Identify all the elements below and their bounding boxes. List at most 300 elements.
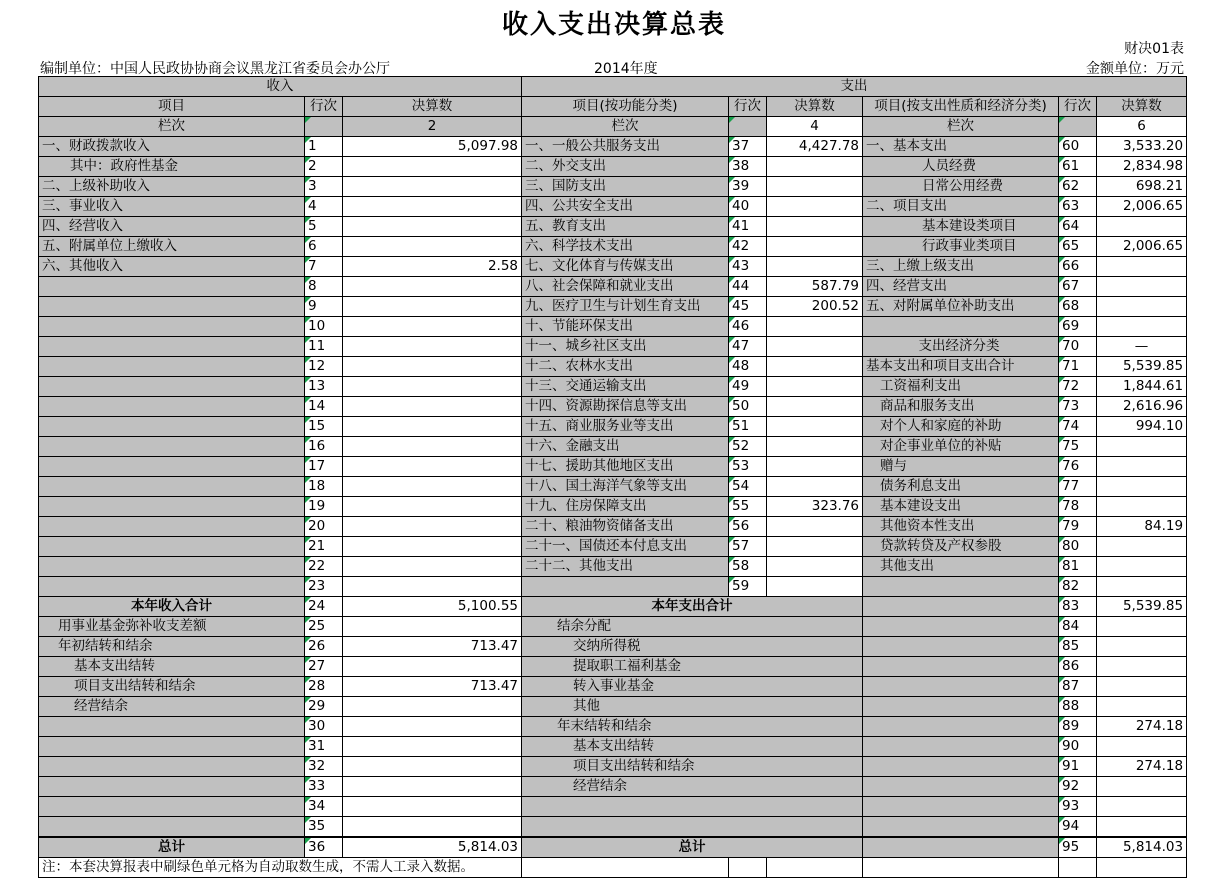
reporting-unit: 编制单位：中国人民政协协商会议黑龙江省委员会办公厅 [40, 61, 390, 77]
income-amount [343, 477, 522, 497]
func-expense-amount [767, 177, 863, 197]
income-item: 基本支出结转 [39, 657, 305, 677]
income-amount [343, 357, 522, 377]
func-expense-item: 十、节能环保支出 [522, 317, 729, 337]
func-expense-amount [767, 157, 863, 177]
table-row [39, 777, 1187, 797]
line-number: 31 [305, 737, 343, 757]
line-number: 6 [305, 237, 343, 257]
report-year: 2014年度 [594, 61, 658, 77]
expense-total-amount: 5,814.03 [1097, 837, 1187, 858]
func-expense-item: 七、文化体育与传媒支出 [522, 257, 729, 277]
expense-item: 项目支出结转和结余 [522, 757, 863, 777]
col-header-func-item: 项目(按功能分类) [522, 97, 729, 117]
line-number: 62 [1059, 177, 1097, 197]
expense-amount [1097, 677, 1187, 697]
income-amount [343, 217, 522, 237]
econ-expense-item: 其他资本性支出 [863, 517, 1059, 537]
func-expense-amount [767, 457, 863, 477]
econ-expense-item [863, 317, 1059, 337]
expense-amount: 274.18 [1097, 717, 1187, 737]
income-item [39, 817, 305, 838]
func-expense-amount [767, 417, 863, 437]
econ-expense-item: 工资福利支出 [863, 377, 1059, 397]
func-expense-item: 十九、住房保障支出 [522, 497, 729, 517]
line-number: 27 [305, 657, 343, 677]
func-expense-amount [767, 217, 863, 237]
line-number: 38 [729, 157, 767, 177]
econ-expense-item: 债务利息支出 [863, 477, 1059, 497]
econ-expense-amount: 2,006.65 [1097, 197, 1187, 217]
econ-expense-item: 基本支出和项目支出合计 [863, 357, 1059, 377]
line-number: 28 [305, 677, 343, 697]
income-amount [343, 717, 522, 737]
col-index-cell [729, 117, 767, 137]
income-item: 五、附属单位上缴收入 [39, 237, 305, 257]
income-item: 年初结转和结余 [39, 637, 305, 657]
currency-unit: 金额单位：万元 [1086, 61, 1184, 77]
table-row [39, 517, 1187, 537]
econ-expense-amount [1097, 257, 1187, 277]
income-amount [343, 517, 522, 537]
expense-amount [1097, 737, 1187, 757]
report-id: 财决01表 [1124, 41, 1184, 57]
col-index-label: 栏次 [39, 117, 305, 137]
func-expense-item: 三、国防支出 [522, 177, 729, 197]
expense-item: 基本支出结转 [522, 737, 863, 757]
income-amount [343, 197, 522, 217]
table-row [39, 297, 1187, 317]
expense-amount [1097, 637, 1187, 657]
line-number: 81 [1059, 557, 1097, 577]
expense-spacer [863, 677, 1059, 697]
income-total-amount: 5,814.03 [343, 837, 522, 858]
income-item [39, 397, 305, 417]
col-header-amount: 决算数 [343, 97, 522, 117]
func-expense-amount: 587.79 [767, 277, 863, 297]
note-blank-cell [729, 858, 767, 878]
note-blank-cell [522, 858, 729, 878]
col-header-line: 行次 [305, 97, 343, 117]
income-item: 其中：政府性基金 [39, 157, 305, 177]
line-number: 22 [305, 557, 343, 577]
income-item [39, 717, 305, 737]
income-amount [343, 577, 522, 597]
expense-header: 支出 [522, 77, 1187, 97]
income-amount [343, 277, 522, 297]
expense-item: 经营结余 [522, 777, 863, 797]
func-expense-item: 二十、粮油物资储备支出 [522, 517, 729, 537]
income-item [39, 577, 305, 597]
table-row [39, 397, 1187, 417]
income-amount [343, 817, 522, 838]
line-number: 68 [1059, 297, 1097, 317]
table-row [39, 437, 1187, 457]
line-number: 94 [1059, 817, 1097, 838]
func-expense-item: 二十二、其他支出 [522, 557, 729, 577]
line-number: 57 [729, 537, 767, 557]
econ-expense-amount [1097, 297, 1187, 317]
line-number: 35 [305, 817, 343, 838]
func-expense-item: 十七、援助其他地区支出 [522, 457, 729, 477]
expense-spacer [863, 837, 1059, 858]
income-item [39, 317, 305, 337]
income-amount [343, 497, 522, 517]
line-number: 69 [1059, 317, 1097, 337]
income-item [39, 557, 305, 577]
income-amount [343, 457, 522, 477]
line-number: 80 [1059, 537, 1097, 557]
line-number: 95 [1059, 837, 1097, 858]
income-amount [343, 417, 522, 437]
income-item [39, 437, 305, 457]
econ-expense-amount [1097, 497, 1187, 517]
table-row [39, 757, 1187, 777]
table-row [39, 617, 1187, 637]
line-number: 93 [1059, 797, 1097, 817]
line-number: 75 [1059, 437, 1097, 457]
func-expense-item: 八、社会保障和就业支出 [522, 277, 729, 297]
line-number: 87 [1059, 677, 1097, 697]
func-expense-item: 六、科学技术支出 [522, 237, 729, 257]
econ-expense-amount: 698.21 [1097, 177, 1187, 197]
line-number: 46 [729, 317, 767, 337]
func-expense-amount [767, 337, 863, 357]
income-item: 项目支出结转和结余 [39, 677, 305, 697]
expense-item [522, 817, 863, 838]
line-number: 49 [729, 377, 767, 397]
expense-spacer [863, 617, 1059, 637]
col-header-item: 项目 [39, 97, 305, 117]
line-number: 77 [1059, 477, 1097, 497]
income-amount [343, 797, 522, 817]
econ-expense-amount: 1,844.61 [1097, 377, 1187, 397]
line-number: 14 [305, 397, 343, 417]
func-expense-item: 二、外交支出 [522, 157, 729, 177]
note-row [39, 858, 1187, 878]
func-expense-amount [767, 397, 863, 417]
line-number: 23 [305, 577, 343, 597]
expense-spacer [863, 697, 1059, 717]
func-expense-amount: 323.76 [767, 497, 863, 517]
table-row [39, 277, 1187, 297]
income-item: 四、经营收入 [39, 217, 305, 237]
income-item [39, 797, 305, 817]
econ-expense-item: 其他支出 [863, 557, 1059, 577]
table-row [39, 557, 1187, 577]
econ-expense-amount [1097, 537, 1187, 557]
line-number: 18 [305, 477, 343, 497]
table-row [39, 577, 1187, 597]
note-blank-cell [767, 858, 863, 878]
line-number: 44 [729, 277, 767, 297]
note-blank-cell [1059, 858, 1097, 878]
econ-expense-item: 对企事业单位的补贴 [863, 437, 1059, 457]
income-item [39, 497, 305, 517]
line-number: 11 [305, 337, 343, 357]
econ-expense-amount: 2,616.96 [1097, 397, 1187, 417]
econ-expense-amount: 84.19 [1097, 517, 1187, 537]
table-row [39, 417, 1187, 437]
income-item [39, 337, 305, 357]
line-number: 86 [1059, 657, 1097, 677]
expense-amount [1097, 697, 1187, 717]
line-number: 39 [729, 177, 767, 197]
line-number: 54 [729, 477, 767, 497]
income-item: 三、事业收入 [39, 197, 305, 217]
line-number: 83 [1059, 597, 1097, 617]
line-number: 29 [305, 697, 343, 717]
col-index-cell [1059, 117, 1097, 137]
func-expense-item: 十三、交通运输支出 [522, 377, 729, 397]
table-row [39, 537, 1187, 557]
col-header-amount: 决算数 [1097, 97, 1187, 117]
line-number: 40 [729, 197, 767, 217]
func-expense-item: 二十一、国债还本付息支出 [522, 537, 729, 557]
line-number: 37 [729, 137, 767, 157]
expense-total-amount: 5,539.85 [1097, 597, 1187, 617]
expense-total-label: 总计 [522, 837, 863, 858]
expense-item: 其他 [522, 697, 863, 717]
income-amount [343, 737, 522, 757]
func-expense-amount: 4,427.78 [767, 137, 863, 157]
income-item [39, 757, 305, 777]
table-row [39, 457, 1187, 477]
table-row [39, 817, 1187, 838]
expense-item: 年末结转和结余 [522, 717, 863, 737]
func-expense-amount [767, 577, 863, 597]
col-header-amount: 决算数 [767, 97, 863, 117]
line-number: 25 [305, 617, 343, 637]
income-amount [343, 317, 522, 337]
line-number: 4 [305, 197, 343, 217]
table-row [39, 197, 1187, 217]
income-amount: 2.58 [343, 257, 522, 277]
line-number: 32 [305, 757, 343, 777]
line-number: 82 [1059, 577, 1097, 597]
line-number: 67 [1059, 277, 1097, 297]
func-expense-item: 一、一般公共服务支出 [522, 137, 729, 157]
col-index-4: 4 [767, 117, 863, 137]
table-row [39, 797, 1187, 817]
income-amount [343, 757, 522, 777]
line-number: 7 [305, 257, 343, 277]
func-expense-amount [767, 357, 863, 377]
table-note: 注：本套决算报表中刷绿色单元格为自动取数生成，不需人工录入数据。 [39, 858, 522, 878]
summary-table [38, 76, 1187, 878]
line-number: 92 [1059, 777, 1097, 797]
table-row [39, 737, 1187, 757]
expense-amount: 274.18 [1097, 757, 1187, 777]
line-number: 3 [305, 177, 343, 197]
income-amount [343, 237, 522, 257]
func-expense-item: 五、教育支出 [522, 217, 729, 237]
econ-expense-amount: 5,539.85 [1097, 357, 1187, 377]
func-expense-amount [767, 517, 863, 537]
table-row [39, 837, 1187, 858]
func-expense-item: 四、公共安全支出 [522, 197, 729, 217]
line-number: 84 [1059, 617, 1097, 637]
line-number: 43 [729, 257, 767, 277]
income-total-label: 本年收入合计 [39, 597, 305, 617]
col-index-6: 6 [1097, 117, 1187, 137]
income-item [39, 477, 305, 497]
line-number: 10 [305, 317, 343, 337]
func-expense-amount [767, 437, 863, 457]
table-row [39, 597, 1187, 617]
expense-item: 交纳所得税 [522, 637, 863, 657]
econ-expense-item: 支出经济分类 [863, 337, 1059, 357]
table-row [39, 697, 1187, 717]
line-number: 61 [1059, 157, 1097, 177]
income-item: 经营结余 [39, 697, 305, 717]
income-amount [343, 537, 522, 557]
econ-expense-amount [1097, 277, 1187, 297]
econ-expense-amount [1097, 557, 1187, 577]
func-expense-amount [767, 477, 863, 497]
income-amount [343, 157, 522, 177]
expense-item [522, 797, 863, 817]
econ-expense-item: 基本建设支出 [863, 497, 1059, 517]
func-expense-item: 九、医疗卫生与计划生育支出 [522, 297, 729, 317]
income-amount: 5,097.98 [343, 137, 522, 157]
table-row [39, 237, 1187, 257]
func-expense-item: 十二、农林水支出 [522, 357, 729, 377]
econ-expense-amount [1097, 437, 1187, 457]
expense-spacer [863, 737, 1059, 757]
col-header-econ-item: 项目(按支出性质和经济分类) [863, 97, 1059, 117]
func-expense-item: 十四、资源勘探信息等支出 [522, 397, 729, 417]
income-item: 一、财政拨款收入 [39, 137, 305, 157]
line-number: 56 [729, 517, 767, 537]
income-item [39, 297, 305, 317]
income-item [39, 517, 305, 537]
econ-expense-amount [1097, 577, 1187, 597]
line-number: 19 [305, 497, 343, 517]
income-item: 二、上级补助收入 [39, 177, 305, 197]
econ-expense-item: 对个人和家庭的补助 [863, 417, 1059, 437]
table-row [39, 677, 1187, 697]
income-amount [343, 617, 522, 637]
line-number: 5 [305, 217, 343, 237]
line-number: 15 [305, 417, 343, 437]
income-amount [343, 697, 522, 717]
econ-expense-item: 四、经营支出 [863, 277, 1059, 297]
econ-expense-amount: 3,533.20 [1097, 137, 1187, 157]
line-number: 73 [1059, 397, 1097, 417]
econ-expense-item [863, 577, 1059, 597]
income-amount: 713.47 [343, 637, 522, 657]
func-expense-amount [767, 317, 863, 337]
expense-spacer [863, 657, 1059, 677]
econ-expense-item: 赠与 [863, 457, 1059, 477]
expense-amount [1097, 657, 1187, 677]
expense-spacer [863, 777, 1059, 797]
expense-item: 转入事业基金 [522, 677, 863, 697]
expense-amount [1097, 817, 1187, 838]
line-number: 55 [729, 497, 767, 517]
func-expense-amount [767, 197, 863, 217]
line-number: 42 [729, 237, 767, 257]
income-amount [343, 557, 522, 577]
table-row [39, 637, 1187, 657]
line-number: 88 [1059, 697, 1097, 717]
income-item [39, 277, 305, 297]
income-item [39, 357, 305, 377]
line-number: 45 [729, 297, 767, 317]
col-index-label: 栏次 [522, 117, 729, 137]
line-number: 65 [1059, 237, 1097, 257]
income-item [39, 537, 305, 557]
econ-expense-item: 基本建设类项目 [863, 217, 1059, 237]
econ-expense-amount: 994.10 [1097, 417, 1187, 437]
econ-expense-amount [1097, 217, 1187, 237]
expense-total-label: 本年支出合计 [522, 597, 863, 617]
table-row [39, 477, 1187, 497]
expense-item: 结余分配 [522, 617, 863, 637]
table-row [39, 337, 1187, 357]
line-number: 63 [1059, 197, 1097, 217]
report-title: 收入支出决算总表 [501, 10, 726, 40]
line-number: 16 [305, 437, 343, 457]
line-number: 21 [305, 537, 343, 557]
expense-spacer [863, 717, 1059, 737]
income-total-amount: 5,100.55 [343, 597, 522, 617]
line-number: 1 [305, 137, 343, 157]
income-amount [343, 777, 522, 797]
table-row [39, 217, 1187, 237]
income-item [39, 737, 305, 757]
note-blank-cell [863, 858, 1059, 878]
func-expense-amount [767, 237, 863, 257]
line-number: 78 [1059, 497, 1097, 517]
table-row [39, 317, 1187, 337]
line-number: 64 [1059, 217, 1097, 237]
income-amount [343, 337, 522, 357]
econ-expense-amount [1097, 477, 1187, 497]
econ-expense-item: 五、对附属单位补助支出 [863, 297, 1059, 317]
func-expense-amount [767, 557, 863, 577]
line-number: 33 [305, 777, 343, 797]
func-expense-amount [767, 537, 863, 557]
table-row [39, 157, 1187, 177]
econ-expense-amount: 2,006.65 [1097, 237, 1187, 257]
line-number: 9 [305, 297, 343, 317]
expense-amount [1097, 777, 1187, 797]
line-number: 13 [305, 377, 343, 397]
line-number: 71 [1059, 357, 1097, 377]
econ-expense-item: 一、基本支出 [863, 137, 1059, 157]
col-index-cell [305, 117, 343, 137]
line-number: 89 [1059, 717, 1097, 737]
note-blank-cell [1097, 858, 1187, 878]
income-item [39, 417, 305, 437]
income-amount [343, 377, 522, 397]
line-number: 2 [305, 157, 343, 177]
line-number: 52 [729, 437, 767, 457]
table-row [39, 257, 1187, 277]
line-number: 72 [1059, 377, 1097, 397]
table-row [39, 497, 1187, 517]
econ-expense-item: 商品和服务支出 [863, 397, 1059, 417]
econ-expense-item: 日常公用经费 [863, 177, 1059, 197]
line-number: 30 [305, 717, 343, 737]
func-expense-amount [767, 257, 863, 277]
income-amount [343, 177, 522, 197]
line-number: 41 [729, 217, 767, 237]
income-item [39, 777, 305, 797]
line-number: 48 [729, 357, 767, 377]
